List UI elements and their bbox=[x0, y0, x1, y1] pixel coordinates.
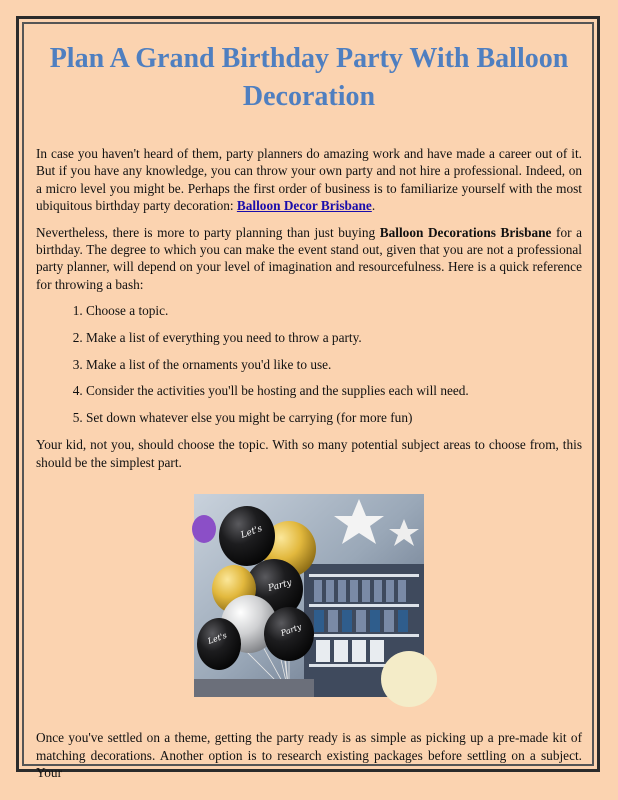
second-paragraph bbox=[36, 224, 582, 294]
list-item: 3. Make a list of the ornaments you'd like to use. bbox=[86, 356, 582, 373]
third-paragraph: Your kid, not you, should choose the topic. With so many potential subject areas to choose from, this should be the simplest part. bbox=[36, 437, 582, 470]
balloon-decor-link[interactable]: Balloon Decor Brisbane bbox=[236, 198, 372, 214]
document-body bbox=[36, 40, 583, 781]
list-item: 5. Set down whatever else you might be carrying (for more fun) bbox=[86, 409, 582, 426]
list-item: 2. Make a list of everything you need to throw a party. bbox=[86, 329, 582, 346]
balloon-text: Let's bbox=[206, 631, 229, 647]
document-title: Plan A Grand Birthday Party With Balloon Decoration bbox=[49, 43, 569, 112]
intro-end: . bbox=[371, 198, 376, 214]
intro-text: In case you haven't heard of them, party planners do amazing work and have made a career out of it. But if you have any knowledge, you can throw your own party and not hire a professional. Indeed, on a micro level you might be. Perhaps the first order of business is to familiarize yourself with the most ubiquitous birthday party decoration: bbox=[36, 146, 582, 214]
second-text-before: Nevertheless, there is more to party planning than just buying bbox=[36, 224, 380, 240]
fourth-paragraph: Once you've settled on a theme, getting the party ready is as simple as picking up a pre-made kit of matching decorations. Another option is to research existing packages before settling on a subject. Your bbox=[36, 730, 582, 781]
steps-list bbox=[36, 302, 582, 426]
balloon-text: Let's bbox=[239, 524, 264, 542]
balloon-text: Party bbox=[267, 578, 293, 595]
list-item: 4. Consider the activities you'll be hosting and the supplies each will need. bbox=[86, 382, 582, 399]
balloon-photo bbox=[194, 494, 424, 697]
balloon-photo-illustration bbox=[194, 494, 424, 697]
balloon-decorations-bold: Balloon Decorations Brisbane bbox=[379, 224, 552, 240]
list-item: 1. Choose a topic. bbox=[86, 302, 582, 319]
balloon-text: Party bbox=[279, 622, 303, 639]
second-text-after: for a birthday. The degree to which you can make the event stand out, given that you are not a professional party planner, will depend on your level of imagination and resourcefulness. Here is a quick reference for throwing a bash: bbox=[36, 224, 583, 292]
intro-paragraph bbox=[36, 145, 582, 215]
